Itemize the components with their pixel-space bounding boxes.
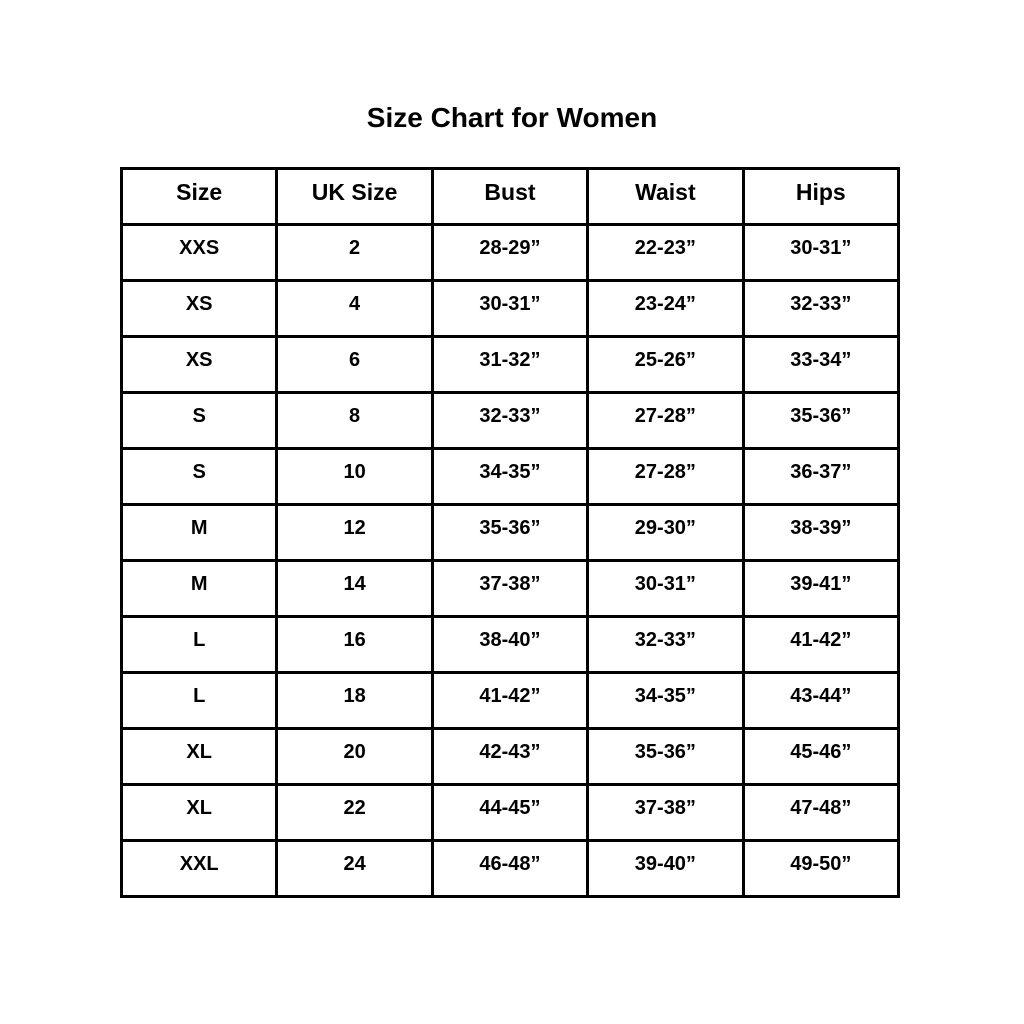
table-cell: 22 (277, 785, 432, 841)
table-row (122, 729, 899, 785)
table-cell: 35-36” (743, 393, 898, 449)
table-row (122, 281, 899, 337)
table-row (122, 393, 899, 449)
table-cell: 24 (277, 841, 432, 897)
table-cell: 41-42” (743, 617, 898, 673)
table-cell: L (122, 617, 277, 673)
table-cell: 30-31” (588, 561, 743, 617)
table-cell: 30-31” (432, 281, 587, 337)
table-cell: S (122, 449, 277, 505)
table-cell: 34-35” (432, 449, 587, 505)
table-cell: 6 (277, 337, 432, 393)
table-cell: 2 (277, 225, 432, 281)
header-row (122, 169, 899, 225)
table-cell: XXS (122, 225, 277, 281)
column-header-uk-size: UK Size (277, 169, 432, 225)
table-cell: 31-32” (432, 337, 587, 393)
table-cell: 41-42” (432, 673, 587, 729)
table-cell: 45-46” (743, 729, 898, 785)
table-cell: 35-36” (432, 505, 587, 561)
table-cell: 16 (277, 617, 432, 673)
table-cell: XL (122, 785, 277, 841)
table-cell: 35-36” (588, 729, 743, 785)
page-title: Size Chart for Women (366, 102, 658, 133)
table-cell: 38-40” (432, 617, 587, 673)
table-row (122, 785, 899, 841)
table-cell: 47-48” (743, 785, 898, 841)
table-cell: 36-37” (743, 449, 898, 505)
table-cell: XXL (122, 841, 277, 897)
table-cell: 49-50” (743, 841, 898, 897)
table-cell: 23-24” (588, 281, 743, 337)
table-cell: XL (122, 729, 277, 785)
table-cell: 8 (277, 393, 432, 449)
table-cell: 43-44” (743, 673, 898, 729)
table-cell: 37-38” (432, 561, 587, 617)
table-row (122, 841, 899, 897)
table-row (122, 673, 899, 729)
table-cell: 32-33” (588, 617, 743, 673)
table-cell: 30-31” (743, 225, 898, 281)
table-cell: 34-35” (588, 673, 743, 729)
table-cell: 29-30” (588, 505, 743, 561)
table-cell: M (122, 505, 277, 561)
table-cell: 44-45” (432, 785, 587, 841)
table-cell: 32-33” (432, 393, 587, 449)
table-row (122, 617, 899, 673)
table-cell: 38-39” (743, 505, 898, 561)
table-cell: 25-26” (588, 337, 743, 393)
table-row (122, 449, 899, 505)
table-cell: 39-40” (588, 841, 743, 897)
table-row (122, 505, 899, 561)
table-cell: 42-43” (432, 729, 587, 785)
table-cell: 4 (277, 281, 432, 337)
column-header-hips: Hips (743, 169, 898, 225)
table-cell: L (122, 673, 277, 729)
table-header (122, 169, 899, 225)
size-chart-table (120, 167, 900, 898)
table-cell: 18 (277, 673, 432, 729)
table-cell: 27-28” (588, 449, 743, 505)
table-body (122, 225, 899, 897)
table-cell: XS (122, 281, 277, 337)
table-cell: 33-34” (743, 337, 898, 393)
table-cell: 32-33” (743, 281, 898, 337)
table-cell: 37-38” (588, 785, 743, 841)
table-cell: S (122, 393, 277, 449)
table-cell: 20 (277, 729, 432, 785)
column-header-bust: Bust (432, 169, 587, 225)
table-cell: 14 (277, 561, 432, 617)
table-cell: M (122, 561, 277, 617)
table-cell: 27-28” (588, 393, 743, 449)
table-cell: 22-23” (588, 225, 743, 281)
table-row (122, 337, 899, 393)
table-row (122, 225, 899, 281)
column-header-size: Size (122, 169, 277, 225)
table-cell: 10 (277, 449, 432, 505)
table-cell: 39-41” (743, 561, 898, 617)
table-cell: 46-48” (432, 841, 587, 897)
table-cell: 12 (277, 505, 432, 561)
table-row (122, 561, 899, 617)
column-header-waist: Waist (588, 169, 743, 225)
table-cell: XS (122, 337, 277, 393)
table-cell: 28-29” (432, 225, 587, 281)
